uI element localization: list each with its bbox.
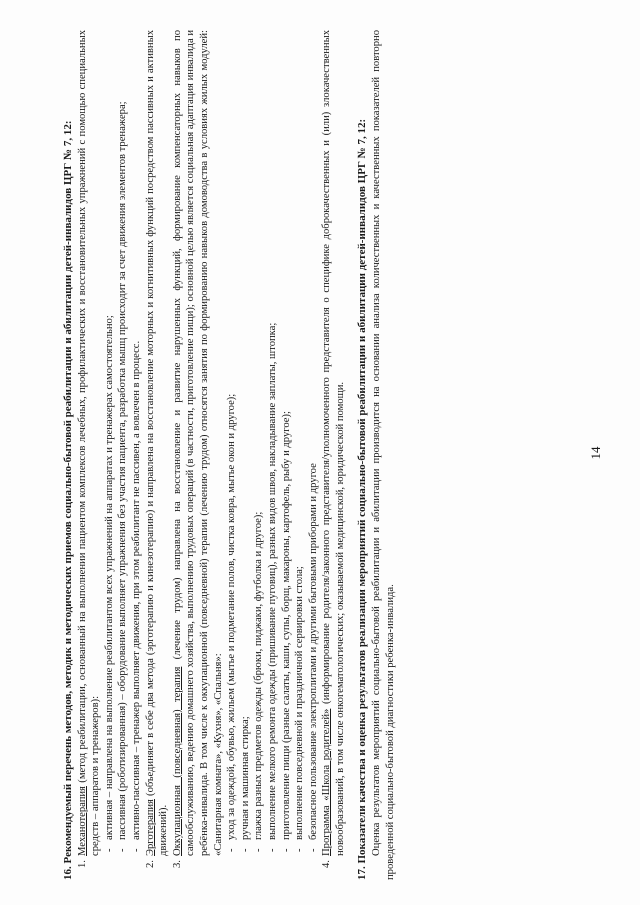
list-item bbox=[171, 30, 225, 880]
item-text bbox=[76, 30, 103, 856]
section-17-heading: 17. Показатели качества и оценка результатов реализации мероприятий социально-бытовой реабилитации и абилитации детей-инвалидов ЦРГ № 7, 12: bbox=[356, 118, 369, 880]
sub-list-item bbox=[130, 30, 144, 880]
section-17-paragraph: Оценка результатов мероприятий социально-бытовой реабилитации и абилитации производится на основании анализа количественных и качественных показателей повторно проведенной социально-бытовой диагностики ребенка-инвалида. bbox=[371, 30, 396, 880]
sub-item-text: активно-пассивная – тренажер выполняет движения, при этом реабилитант не пассивен, а вовлечен в процесс. bbox=[130, 340, 142, 840]
dash-bullet: - bbox=[280, 848, 292, 852]
section-16-heading: 16. Рекомендуемый перечень методов, методик и методических приемов социально-бытовой реабилитации и абилитации детей-инвалидов ЦРГ № 7, 12: bbox=[62, 120, 74, 880]
sub-list-item bbox=[280, 30, 294, 880]
sub-list-item bbox=[266, 30, 280, 880]
dash-bullet: - bbox=[239, 848, 251, 852]
sub-item-text: выполнение мелкого ремонта одежды (пришивание пуговиц), разных видов швов, накладывание заплаты, штопка; bbox=[266, 322, 278, 840]
sub-item-text: выполнение повседневной и праздничной сервировки стола; bbox=[294, 566, 306, 840]
item-description: (информирование родителя/законного представителя/уполномоченного представителя о специфике доброкачественных и (или) злокачественных новообразований, в том числе онкогематологических; оказываемой медицинской, юридической помощи. bbox=[321, 29, 346, 856]
dash-bullet: - bbox=[307, 848, 319, 852]
sub-list-item bbox=[293, 30, 307, 880]
sub-list-item bbox=[103, 30, 117, 880]
item-description: (лечение трудом) направлена на восстановление и развитие нарушенных функций, формирование компенсаторных навыков по самообслуживанию, ведению домашнего хозяйства, выполнению трудовых операций (в частности, приготовление пищи); основной целью является социальная адаптация инвалида и ребёнка-инвалида. В том числе к оккупационной (повседневной) терапии (лечению трудом) относятся занятия по формированию навыков домоводства в условиях жилых модулей: «Санитарная комната», «Кухня», «Спальня»: bbox=[171, 30, 224, 856]
list-item bbox=[76, 30, 103, 880]
item-term: Оккупационная (повседневная) терапия bbox=[171, 666, 183, 856]
dash-bullet: - bbox=[117, 848, 129, 852]
sub-list-item bbox=[307, 30, 321, 880]
item-number: 2. bbox=[144, 860, 156, 868]
sub-list-item bbox=[116, 30, 130, 880]
dash-bullet: - bbox=[226, 848, 238, 852]
item-number: 3. bbox=[171, 860, 183, 868]
sub-list-item bbox=[252, 30, 266, 880]
list-item bbox=[144, 30, 171, 880]
item-term: Эрготерапия bbox=[144, 799, 156, 856]
sub-list-item bbox=[225, 30, 239, 880]
item-text bbox=[171, 30, 225, 856]
dash-bullet: - bbox=[103, 848, 115, 852]
dash-bullet: - bbox=[130, 848, 142, 852]
item-number: 4. bbox=[321, 860, 333, 868]
dash-bullet: - bbox=[253, 848, 265, 852]
sub-item-text: глажка разных предметов одежды (брюки, пиджаки, футболка и другое); bbox=[253, 511, 265, 840]
item-number: 1. bbox=[76, 860, 88, 868]
item-term: Механотерапия bbox=[76, 786, 88, 856]
item-text bbox=[144, 30, 171, 856]
list-item bbox=[320, 30, 347, 880]
dash-bullet: - bbox=[266, 848, 278, 852]
item-description: (объединяет в себе два метода (эрготерапию и кинезотерапию) и направлена на восстановление моторных и когнитивных функций посредством пассивных и активных движений). bbox=[144, 30, 170, 856]
item-term: Программа «Школа родителей» bbox=[321, 708, 333, 856]
sub-item-text: активная – направлена на выполнение реабилитантом всех упражнений на аппаратах и тренажерах самостоятельно; bbox=[103, 315, 115, 840]
page-content bbox=[62, 30, 494, 880]
dash-bullet: - bbox=[294, 848, 306, 852]
sub-item-text: пассивная (роботизированная) – оборудование выполняет упражнения без участия пациента, разработка мышц происходит за счет движения элементов тренажера; bbox=[117, 101, 129, 840]
item-description: (метод реабилитации, основанный на выполнении пациентом комплексов лечебных, профилактических и восстановительных упражнений с помощью специальных средств – аппаратов и тренажеров): bbox=[76, 30, 102, 856]
sub-item-text: уход за одеждой, обувью, жильем (мытье и подметание полов, чистка ковра, мытье окон и другое); bbox=[226, 393, 238, 840]
sub-list-item bbox=[239, 30, 253, 880]
section-spacer bbox=[347, 30, 356, 880]
sub-item-text: приготовление пищи (разные салаты, каши, супы, борщ, макароны, картофель, рыбу и другое); bbox=[280, 411, 292, 840]
sub-item-text: безопасное пользование электроплитами и другими бытовыми приборами и другое bbox=[307, 463, 319, 840]
sub-item-text: ручная и машинная стирка; bbox=[239, 716, 251, 840]
page-number: 14 bbox=[588, 446, 603, 460]
item-text bbox=[320, 30, 347, 856]
